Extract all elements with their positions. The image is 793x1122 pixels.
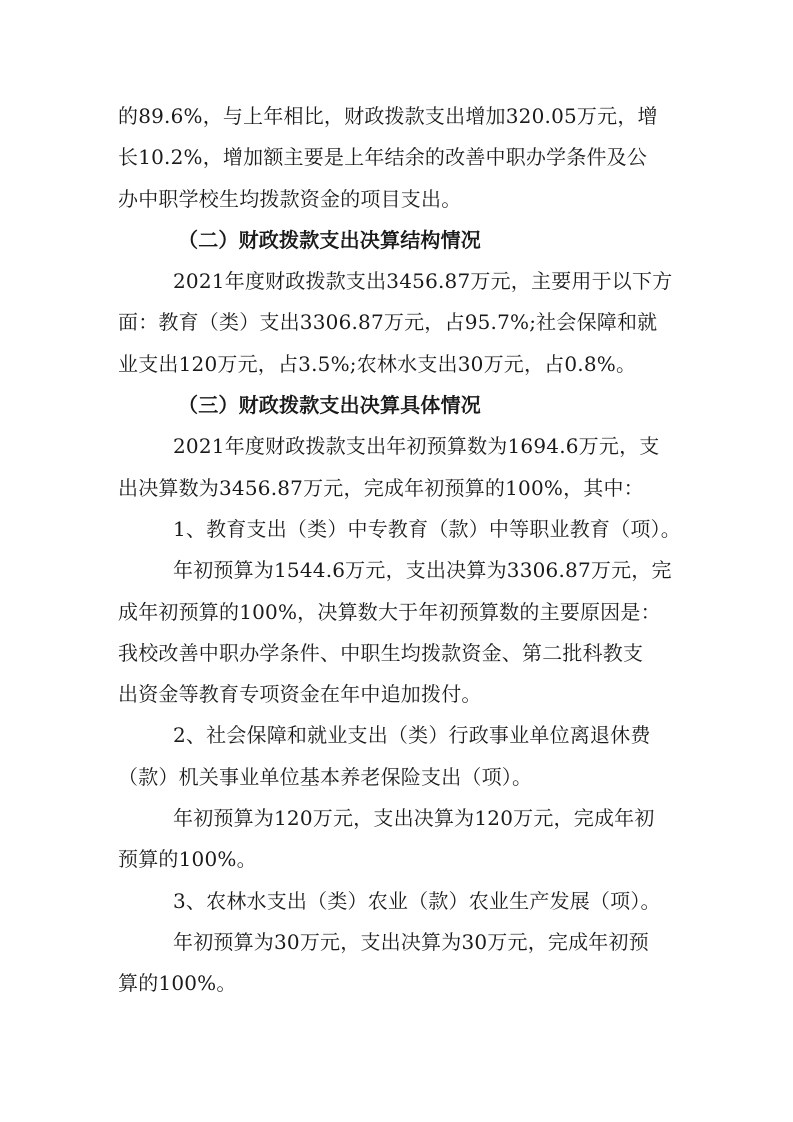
text-line: 2021年度财政拨款支出3456.87万元，主要用于以下方 [173,269,673,294]
text-line: 的89.6%，与上年相比，财政拨款支出增加320.05万元，增 [118,104,658,128]
text-line: 2、社会保障和就业支出（类）行政事业单位离退休费 [173,723,651,748]
item-title-agriculture: 3、农林水支出（类）农业（款）农业生产发展（项）。 [173,888,661,913]
text-line: 年初预算为120万元，支出决算为120万元，完成年初 [173,806,655,831]
text-line: 年初预算为30万元，支出决算为30万元，完成年初预 [173,929,649,954]
text-line: 面：教育（类）支出3306.87万元，占95.7%;社会保障和就 [118,310,658,335]
text-line: 我校改善中职办学条件、中职生均拨款资金、第二批科教支 [118,640,644,665]
section-heading-details: （三）财政拨款支出决算具体情况 [178,393,481,418]
text-line: 预算的100%。 [118,847,257,872]
text-line: 年初预算为1544.6万元，支出决算为3306.87万元，完 [173,558,672,583]
section-heading-structure: （二）财政拨款支出决算结构情况 [178,227,481,252]
text-line: 算的100%。 [118,971,237,996]
text-line: 2021年度财政拨款支出年初预算数为1694.6万元，支 [173,434,660,459]
text-line: 业支出120万元，占3.5%;农林水支出30万元，占0.8%。 [118,351,637,376]
text-line: 长10.2%，增加额主要是上年结余的改善中职办学条件及公 [118,145,648,170]
item-body-agriculture [118,922,678,1005]
text-line: 办中职学校生均拨款资金的项目支出。 [118,186,462,211]
text-line: 成年初预算的100%，决算数大于年初预算数的主要原因是： [118,599,661,624]
text-line: 出决算数为3456.87万元，完成年初预算的100%，其中： [118,475,644,500]
text-line: 出资金等教育专项资金在年中追加拨付。 [118,682,482,707]
item-body-education [118,550,678,715]
details-paragraph [118,426,678,509]
document-page [118,96,681,1005]
intro-paragraph [118,96,678,220]
structure-paragraph [118,261,678,385]
text-line: （款）机关事业单位基本养老保险支出（项）。 [118,764,533,789]
item-body-social-security [118,798,678,881]
item-title-education: 1、教育支出（类）中专教育（款）中等职业教育（项）。 [173,516,681,541]
item-title-social-security [118,715,678,798]
